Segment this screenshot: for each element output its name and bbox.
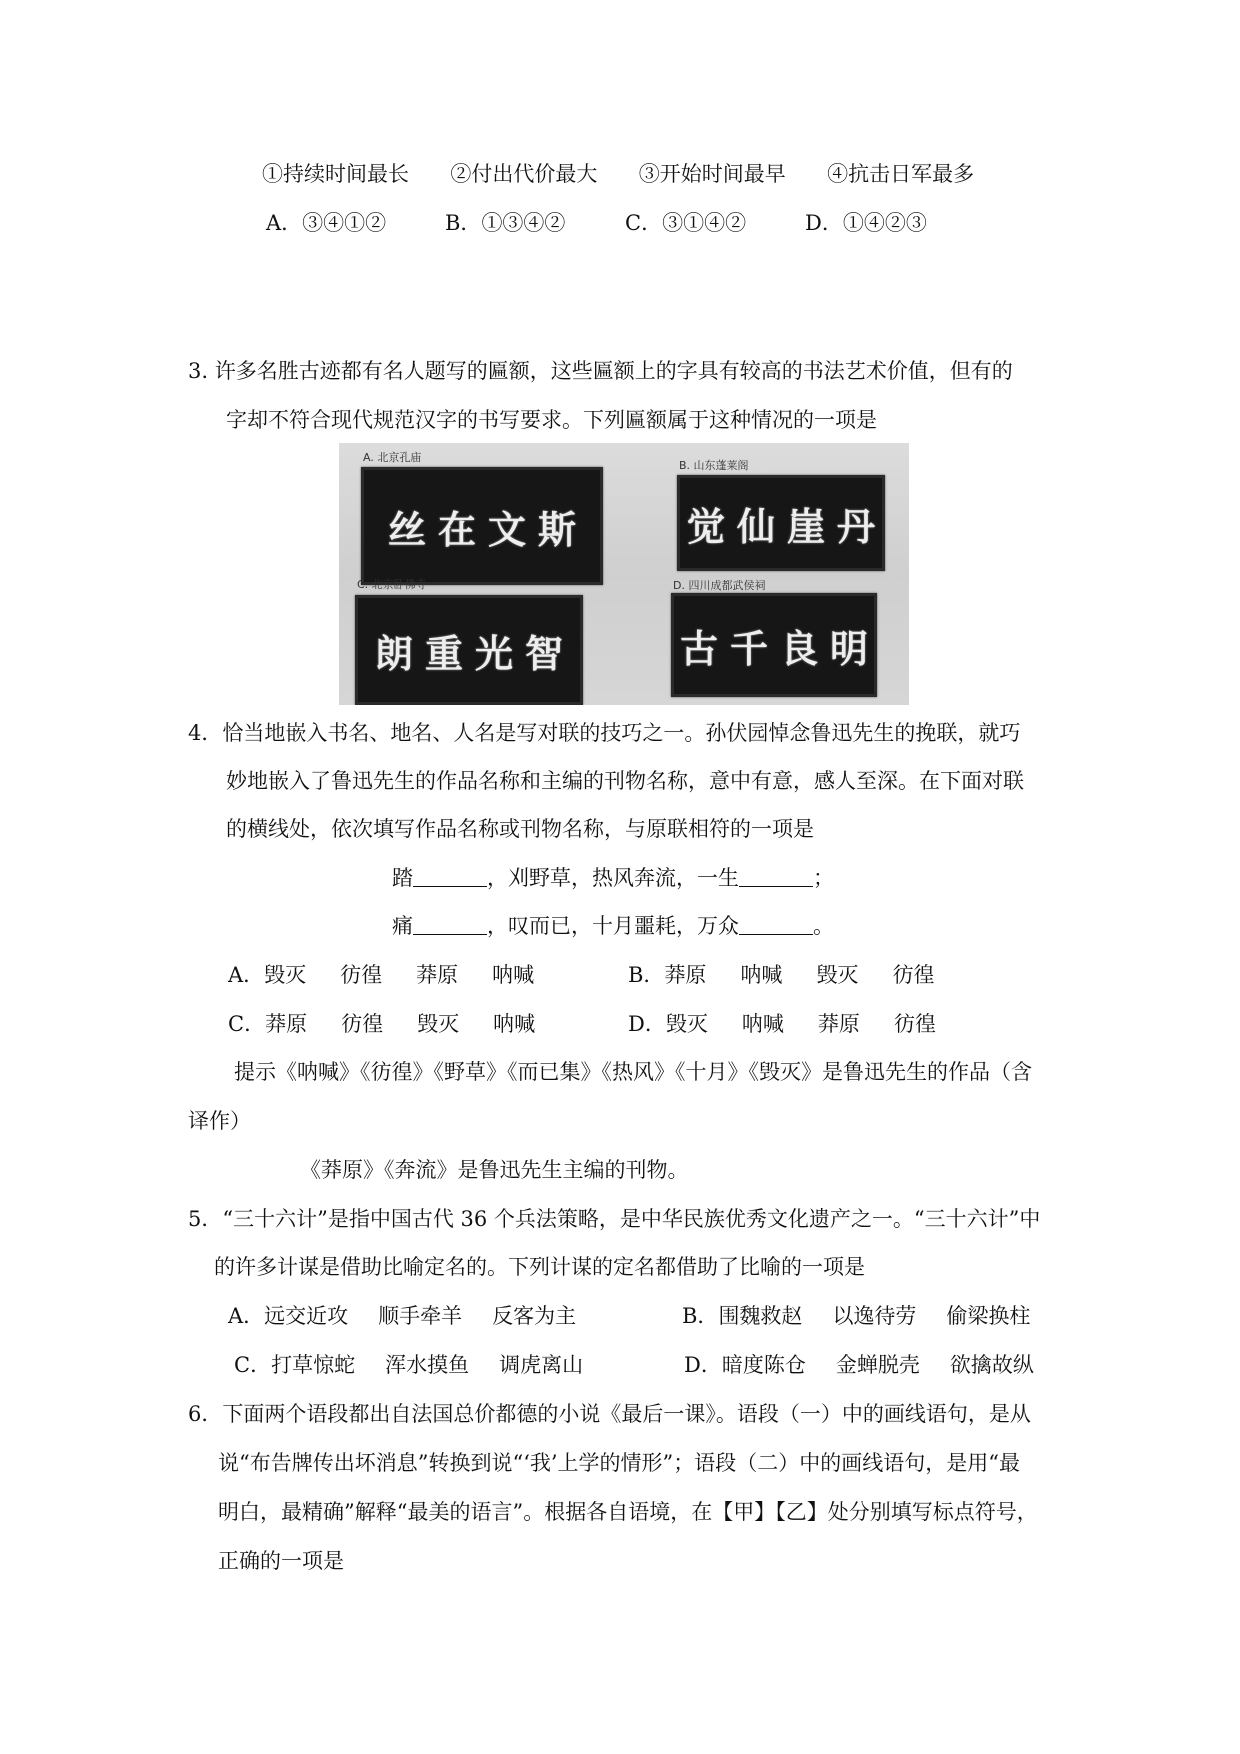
plaque-caption-a: A. 北京孔庙 (363, 451, 422, 464)
plaques-photo (339, 443, 909, 705)
plaque-d (671, 593, 877, 697)
blank-line (739, 868, 813, 887)
plaque-char: 重 (424, 630, 463, 676)
q4-hint-line1: 提示《呐喊》《彷徨》《野草》《而已集》《热风》《十月》《毁灭》是鲁迅先生的作品（含 (234, 1060, 1032, 1084)
q4-stem-line3: 的横线处，依次填写作品名称或刊物名称，与原联相符的一项是 (226, 817, 814, 841)
q4-option-b: B．莽原 呐喊 毁灭 彷徨 (628, 963, 935, 987)
q4-hint-line2: 译作） (188, 1109, 251, 1133)
q2-option-d: D．①④②③ (805, 211, 927, 235)
plaque-b (677, 475, 885, 571)
q3-stem-line1: 3. 许多名胜古迹都有名人题写的匾额，这些匾额上的字具有较高的书法艺术价值，但有的 (188, 359, 1013, 383)
q2-items-line (262, 164, 974, 185)
plaque-char: 丝 (387, 506, 426, 552)
q5-stem-line1: 5．“三十六计”是指中国古代 36 个兵法策略，是中华民族优秀文化遗产之一。“三十六计”中 (188, 1207, 1041, 1231)
q6-stem-line3: 明白，最精确”解释“最美的语言”。根据各自语境，在【甲】【乙】处分别填写标点符号， (218, 1500, 1038, 1524)
plaque-char: 古 (679, 625, 718, 671)
q2-option-a: A．③④①② (266, 211, 387, 235)
plaque-char: 仙 (736, 503, 775, 549)
q2-option-b: B．①③④② (445, 211, 566, 235)
q2-item: ①持续时间最长 (262, 162, 409, 186)
q4-option-d: D．毁灭 呐喊 莽原 彷徨 (628, 1012, 936, 1036)
q4-hint-line3: 《莽原》《奔流》是鲁迅先生主编的刊物。 (300, 1158, 689, 1182)
blank-line (739, 916, 813, 935)
couplet-line2: 痛 ，叹而已，十月噩耗，万众 。 (392, 914, 834, 938)
plaque-char: 良 (780, 625, 819, 671)
plaque-char: 斯 (538, 506, 577, 552)
plaque-char: 文 (488, 506, 527, 552)
q2-option-c: C．③①④② (625, 211, 747, 235)
q2-item: ④抗击日军最多 (827, 162, 975, 186)
plaque-char: 朗 (374, 630, 413, 676)
plaque-char: 在 (437, 506, 476, 552)
q4-option-c: C．莽原 彷徨 毁灭 呐喊 (228, 1012, 536, 1036)
plaque-caption-b: B. 山东蓬莱阁 (679, 459, 749, 472)
q5-option-a: A．远交近攻 顺手牵羊 反客为主 (228, 1304, 577, 1328)
q5-option-c: C．打草惊蛇 浑水摸鱼 调虎离山 (234, 1353, 584, 1377)
plaque-caption-c: C. 北京卧佛寺 (357, 578, 427, 591)
q6-stem-line2: 说“布告牌传出坏消息”转换到说“‘我’上学的情形”；语段（二）中的画线语句，是用“最 (218, 1451, 1021, 1475)
q4-stem-line1: 4．恰当地嵌入书名、地名、人名是写对联的技巧之一。孙伏园悼念鲁迅先生的挽联，就巧 (188, 721, 1021, 745)
plaque-char: 明 (830, 625, 869, 671)
plaque-a (361, 467, 603, 585)
q6-stem-line4: 正确的一项是 (218, 1549, 344, 1573)
plaque-char: 光 (475, 630, 514, 676)
q2-item: ③开始时间最早 (638, 162, 786, 186)
plaque-char: 千 (729, 625, 768, 671)
plaque-char: 觉 (686, 503, 725, 549)
plaque-char: 丹 (837, 503, 876, 549)
q4-option-a: A．毁灭 彷徨 莽原 呐喊 (228, 963, 535, 987)
q3-stem-line2: 字却不符合现代规范汉字的书写要求。下列匾额属于这种情况的一项是 (226, 408, 877, 432)
q5-option-b: B．围魏救赵 以逸待劳 偷梁换柱 (682, 1304, 1031, 1328)
plaque-char: 智 (525, 630, 564, 676)
blank-line (413, 916, 487, 935)
blank-line (413, 868, 487, 887)
q4-stem-line2: 妙地嵌入了鲁迅先生的作品名称和主编的刊物名称，意中有意，感人至深。在下面对联 (226, 769, 1024, 793)
couplet-line1: 踏 ，刈野草，热风奔流，一生 ； (392, 866, 834, 890)
q6-stem-line1: 6．下面两个语段都出自法国总价都德的小说《最后一课》。语段（一）中的画线语句，是从 (188, 1402, 1031, 1426)
plaque-char: 崖 (787, 503, 826, 549)
q5-stem-line2: 的许多计谋是借助比喻定名的。下列计谋的定名都借助了比喻的一项是 (214, 1255, 865, 1279)
q5-option-d: D．暗度陈仓 金蝉脱壳 欲擒故纵 (684, 1353, 1034, 1377)
q2-item: ②付出代价最大 (450, 162, 598, 186)
plaque-caption-d: D. 四川成都武侯祠 (673, 579, 766, 592)
plaque-c (355, 595, 583, 705)
